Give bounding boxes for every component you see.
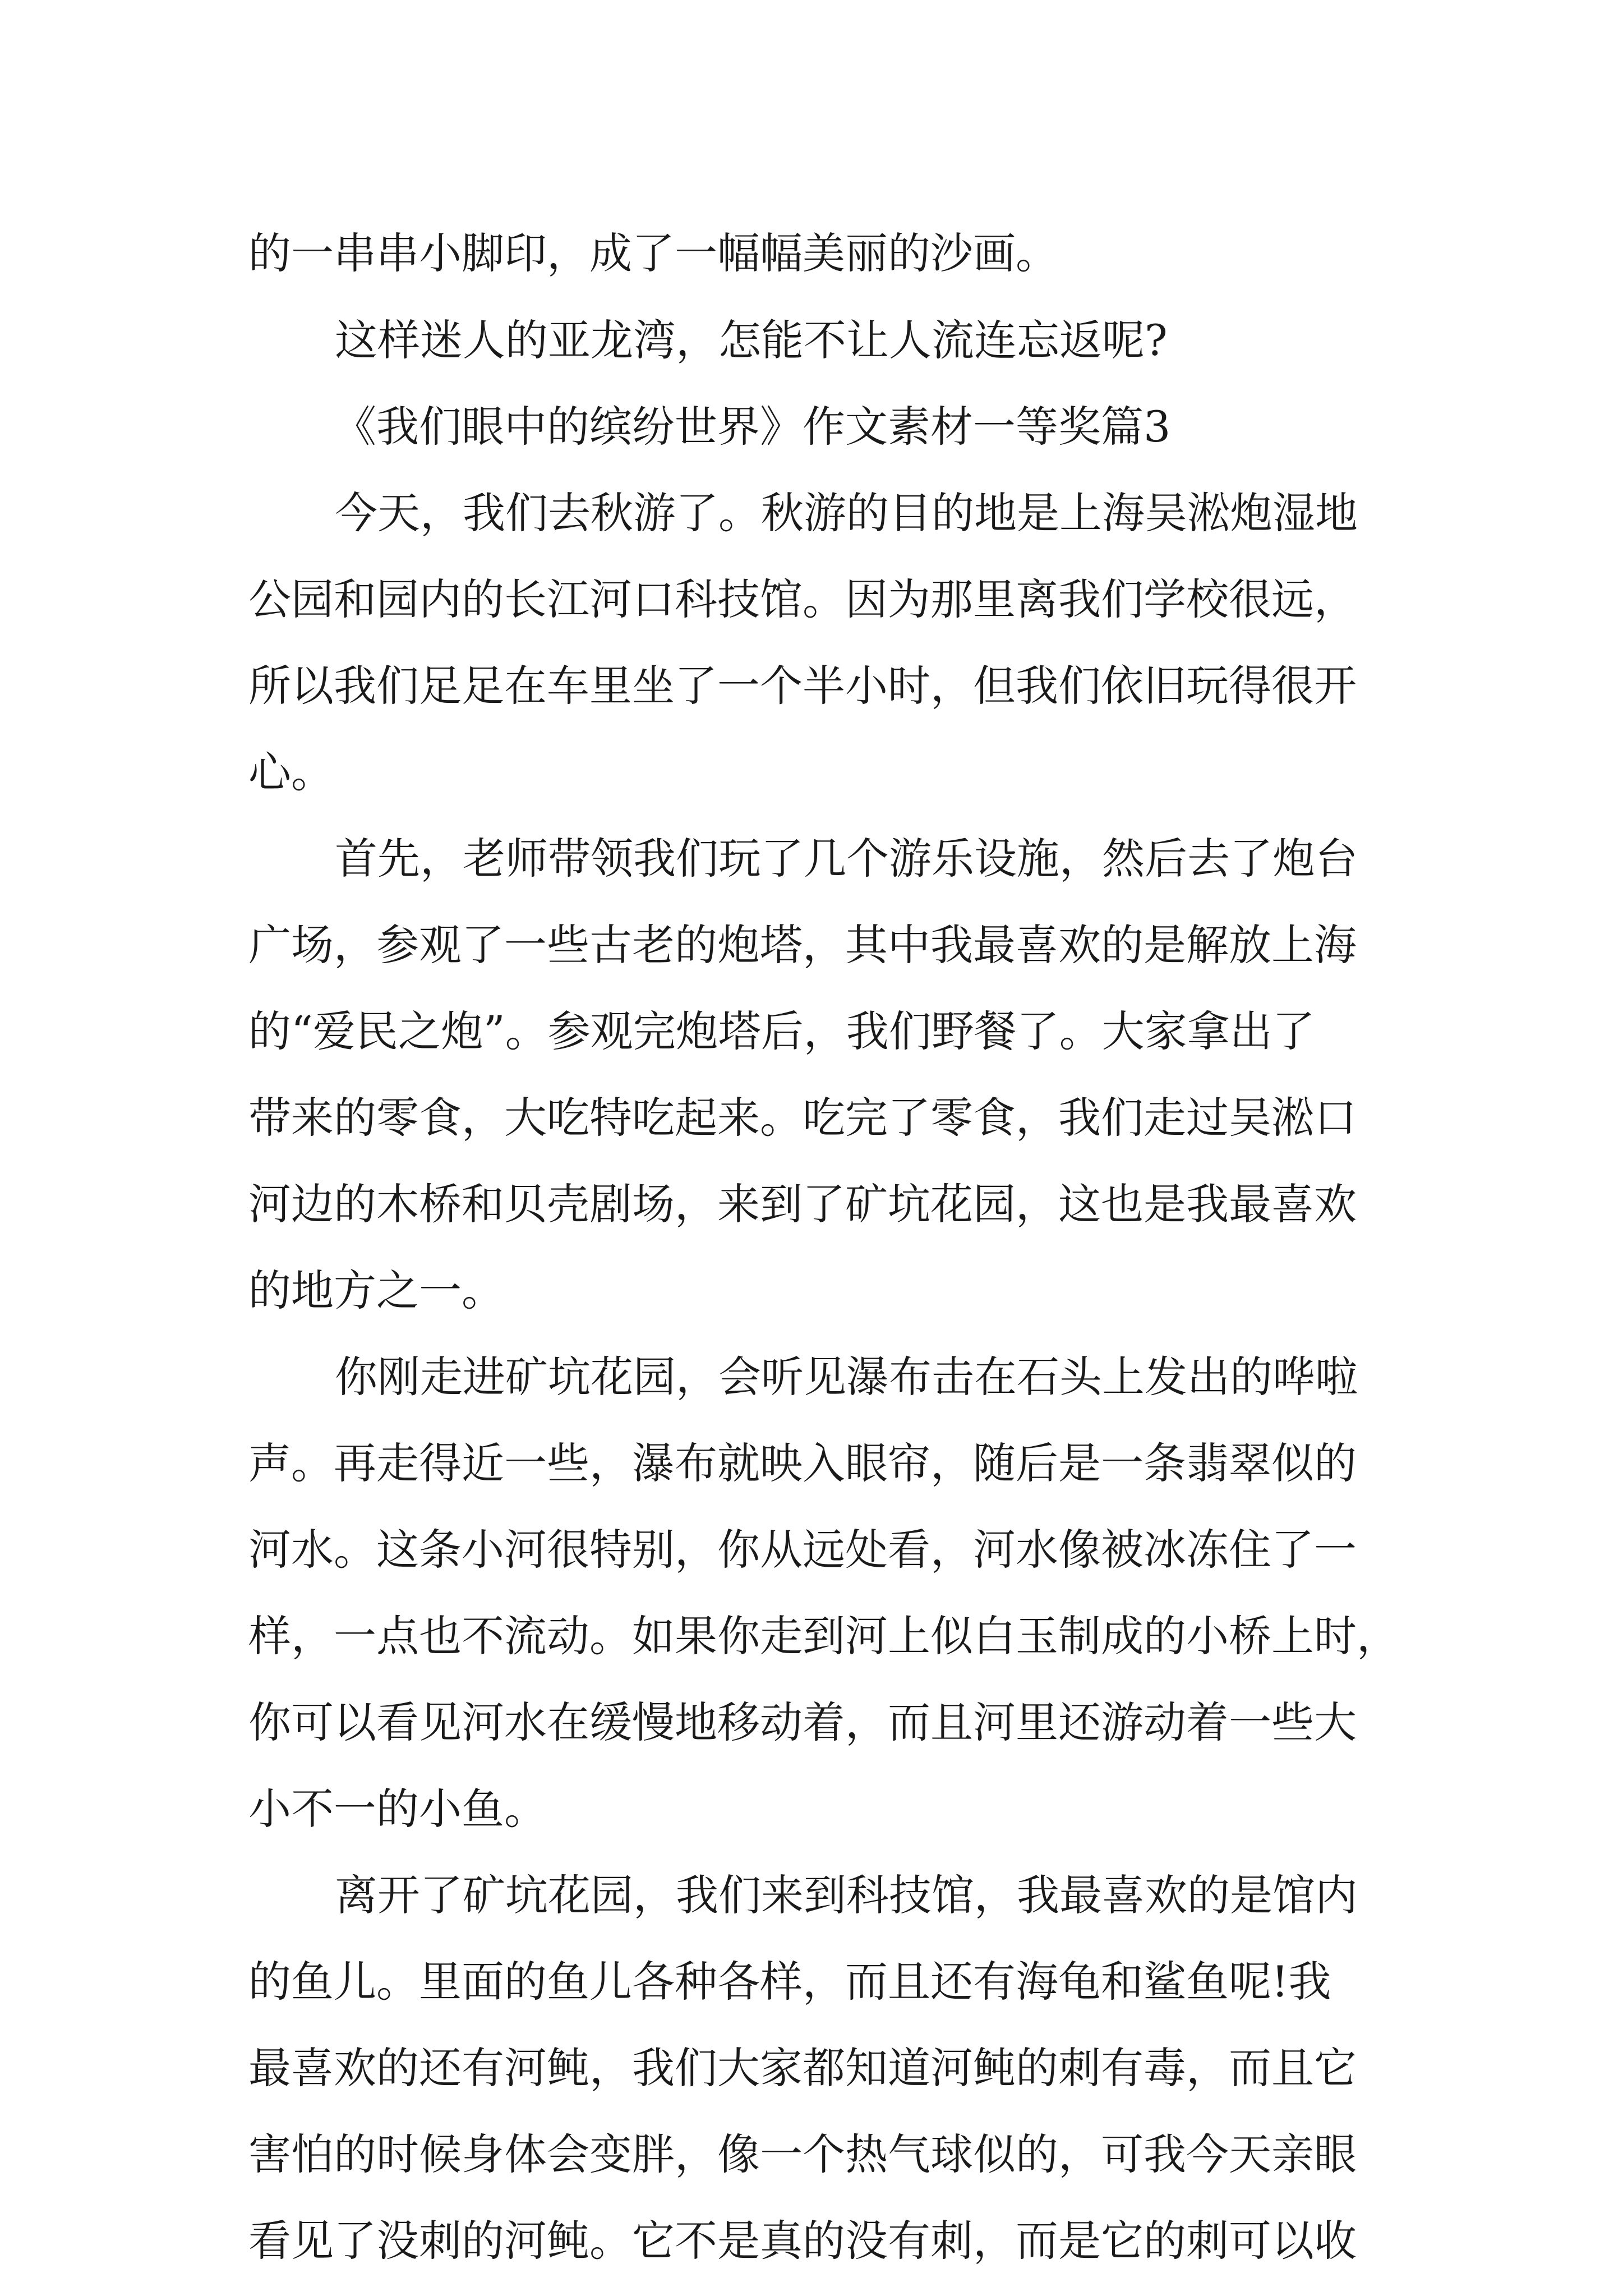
- text-line: 的鱼儿。里面的鱼儿各种各样，而且还有海龟和鲨鱼呢!我: [248, 1957, 1331, 2007]
- text-line: 这样迷人的亚龙湾，怎能不让人流连忘返呢?: [335, 315, 1168, 365]
- text-line: 小不一的小鱼。: [248, 1784, 547, 1834]
- text-line: 的地方之一。: [248, 1266, 504, 1315]
- text-line: 的“爱民之炮”。参观完炮塔后，我们野餐了。大家拿出了: [248, 1006, 1315, 1056]
- text-line: 的一串串小脚印，成了一幅幅美丽的沙画。: [248, 228, 1058, 278]
- text-line: 你刚走进矿坑花园，会听见瀑布击在石头上发出的哗啦: [335, 1352, 1358, 1402]
- text-line: 所以我们足足在车里坐了一个半小时，但我们依旧玩得很开: [248, 661, 1357, 711]
- text-line: 今天，我们去秋游了。秋游的目的地是上海吴淞炮湿地: [335, 488, 1358, 538]
- text-line: 声。再走得近一些，瀑布就映入眼帘，随后是一条翡翠似的: [248, 1438, 1357, 1488]
- text-line: 最喜欢的还有河鲀，我们大家都知道河鲀的刺有毒，而且它: [248, 2043, 1357, 2093]
- text-line: 离开了矿坑花园，我们来到科技馆，我最喜欢的是馆内: [335, 1870, 1358, 1920]
- text-line: 河水。这条小河很特别，你从远处看，河水像被冰冻住了一: [248, 1525, 1357, 1575]
- text-line: 广场，参观了一些古老的炮塔，其中我最喜欢的是解放上海: [248, 920, 1357, 970]
- text-line: 带来的零食，大吃特吃起来。吃完了零食，我们走过吴淞口: [248, 1093, 1357, 1143]
- text-line: 首先，老师带领我们玩了几个游乐设施，然后去了炮台: [335, 834, 1358, 884]
- text-line: 看见了没刺的河鲀。它不是真的没有刺，而是它的刺可以收: [248, 2216, 1357, 2266]
- text-line: 河边的木桥和贝壳剧场，来到了矿坑花园，这也是我最喜欢: [248, 1179, 1357, 1229]
- text-line: 你可以看见河水在缓慢地移动着，而且河里还游动着一些大: [248, 1697, 1357, 1747]
- section-heading: 《我们眼中的缤纷世界》作文素材一等奖篇3: [334, 402, 1171, 452]
- text-line: 心。: [248, 747, 334, 797]
- text-line: 公园和园内的长江河口科技馆。因为那里离我们学校很远，: [248, 574, 1357, 624]
- text-line: 样，一点也不流动。如果你走到河上似白玉制成的小桥上时，: [248, 1611, 1399, 1661]
- text-line: 害怕的时候身体会变胖，像一个热气球似的，可我今天亲眼: [248, 2129, 1357, 2179]
